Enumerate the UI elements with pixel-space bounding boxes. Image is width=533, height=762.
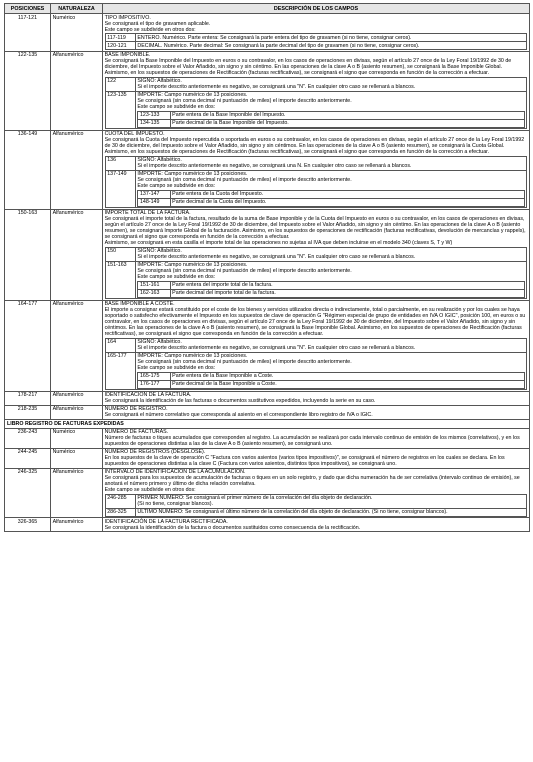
field-type: Numérico (51, 14, 103, 52)
subfield-description (135, 91, 527, 129)
field-type: Alfanumérico (51, 405, 103, 419)
field-title: CUOTA DEL IMPUESTO. (104, 131, 165, 137)
subfield-description (135, 170, 527, 208)
subfield-text: IMPORTE: Campo numérico de 13 posiciones. Se consignará (sin coma decimal ni puntuación de miles) el importe descrito anteriormente. Este campo se subdivide en dos: (137, 171, 352, 189)
subfield-description (135, 352, 527, 390)
header-descripcion: DESCRIPCIÓN DE LOS CAMPOS (103, 4, 530, 14)
field-description (103, 300, 530, 391)
field-text: Número de facturas o tiques acumulados que corresponden al registro. La acumulación se realizará por cada intervalo continuo de emisión de los mismos (correlativos), y en los supuestos de operaciones distintas a las de la clave A o B (asiento resumen), se consignará uno. (104, 435, 520, 447)
field-description (103, 448, 530, 468)
field-description (103, 51, 530, 130)
field-description (103, 130, 530, 209)
subfield-text: SIGNO: Alfabético. Si el importe descrito anteriormente es negativo, se consignará una "N". En cualquier otro caso se rellenará a blancos. (137, 78, 416, 90)
table-row (5, 300, 530, 391)
table-row (5, 518, 530, 532)
field-type: Alfanumérico (51, 209, 103, 300)
sub-subfield-row (138, 372, 524, 380)
field-type: Alfanumérico (51, 518, 103, 532)
subfield-text: IMPORTE: Campo numérico de 13 posiciones. Se consignará (sin coma decimal ni puntuación de miles) el importe descrito anteriormente. Este campo se subdivide en dos: (137, 262, 352, 280)
subfield-row (105, 77, 527, 91)
subfield-position: 123-135 (105, 91, 135, 129)
subfield-table (105, 247, 528, 300)
subfield-description (135, 508, 527, 516)
field-text: Se consignará la Base Imponible del Impuesto en euros o su contravalor, en los casos de operaciones en divisas, según el artículo 27 once de la Ley Foral 19/1992 de 30 de diciembre, del Impuesto sobre el Valor Añadido, sin signo y sin céntimo. En las operaciones de la clave A o B (asiento resumen), se consignará la Base Imponible Global. Asimismo, en los supuestos de operaciones de Rectificación (facturas rectificativas), se consignará el signo que corresponda en función de la corrección a efectuar. (104, 58, 512, 76)
field-position: 136-149 (5, 130, 51, 209)
field-title: IDENTIFICACIÓN DE LA FACTURA RECTIFICADA. (104, 518, 228, 525)
sub-subfield-position: 162-163 (138, 289, 170, 297)
field-position: 218-235 (5, 405, 51, 419)
subfield-row (105, 508, 527, 516)
sub-subfield-text: Parte entera del importe total de la factura. (170, 281, 524, 289)
field-title: BASE IMPONIBLE. (104, 52, 151, 58)
table-body (5, 14, 530, 420)
subfield-position: 137-149 (105, 170, 135, 208)
table-body-2 (5, 428, 530, 532)
field-description (103, 518, 530, 532)
field-title: INTERVALO DE IDENTIFICACIÓN DE LA ACUMULACIÓN. (104, 469, 246, 475)
subfield-text: ÚLTIMO NÚMERO: Se consignará el último número de la correlación del día objeto de declaración. (Si no tiene, consignar blancos). (137, 509, 448, 515)
subfield-description (135, 77, 527, 91)
subfield-position: 150 (105, 247, 135, 261)
sub-subfield-position: 137-147 (138, 190, 170, 198)
subfield-description (135, 494, 527, 508)
subfield-position: 136 (105, 156, 135, 170)
sub-subfield-position: 123-133 (138, 111, 170, 119)
field-type: Alfanumérico (51, 130, 103, 209)
sub-subfield-text: Parte decimal de la Cuota del Impuesto. (170, 198, 524, 206)
field-text: Se consignará la Cuota del Impuesto repercutida o soportada en euros o su contravalor, en los casos de operaciones en divisas, según el artículo 27 once de la Ley Foral 19/1992 de 30 de diciembre, del Impuesto sobre el Valor Añadido, sin signo y sin céntimos. En las operaciones de la clave A o B (asiento resumen), se consignará la Cuota Global. Asimismo, en los supuestos de operaciones de Rectificación (facturas rectificativas), se consignará el signo que corresponda en función de la corrección a efectuar. (104, 137, 525, 155)
sub-subfield-row (138, 198, 524, 206)
fields-table (4, 3, 530, 532)
subfield-row (105, 338, 527, 352)
sub-subfield-table (137, 190, 524, 207)
sub-subfield-row (138, 119, 524, 127)
field-text: Se consignará para los supuestos de acumulación de facturas o tiques en un solo registro, y dado que dicha numeración ha de ser correlativa (intervalo continuo de emisión), se anotará el número primero y último de dicha relación correlativa. Este campo se subdivide en otros dos: (104, 475, 520, 493)
subfield-position: 286-325 (105, 508, 135, 516)
table-row (5, 51, 530, 130)
field-type: Alfanumérico (51, 300, 103, 391)
sub-subfield-table (137, 111, 524, 128)
field-description (103, 391, 530, 405)
subfield-text: IMPORTE: Campo numérico de 13 posiciones. Se consignará (sin coma decimal ni puntuación de miles) el importe descrito anteriormente. Este campo se subdivide en dos: (137, 92, 352, 110)
field-description (103, 14, 530, 52)
sub-subfield-position: 134-135 (138, 119, 170, 127)
sub-subfield-position: 165-175 (138, 372, 170, 380)
sub-subfield-row (138, 190, 524, 198)
subfield-position: 165-177 (105, 352, 135, 390)
sub-subfield-position: 176-177 (138, 380, 170, 388)
subfield-table (105, 77, 528, 130)
subfield-description (135, 261, 527, 299)
field-text: Se consignará el importe total de la factura, resultado de la suma de Base imponible y de la Cuota del Impuesto en euros o su contravalor, en los casos de operaciones en divisas, según el artículo 27 once de la Ley Foral 19/1992 de 30 de diciembre, del Impuesto sobre el Valor Añadido, sin signo y sin céntimo. En las operaciones de la clave A o B (asiento resumen), se consignará Importe Global de la facturación. Asimismo, en los supuestos de operaciones de rectificación (facturas rectificativas, devolución de mercancías y rappels), se consignará el signo que corresponda en función de la corrección a efectuar. Asimismo, se consignará en esta casilla el importe total de las operaciones no sujetas al IVA que deben incluirse en el modelo 340 (claves S, T y W) (104, 216, 526, 246)
subfield-row (105, 247, 527, 261)
field-position: 326-365 (5, 518, 51, 532)
field-type: Numérico (51, 448, 103, 468)
subfield-text: ENTERO. Numérico. Parte entera: Se consignará la parte entera del tipo de gravamen (si no tiene, consignar ceros). (137, 34, 412, 41)
table-row (5, 468, 530, 518)
subfield-description (135, 247, 527, 261)
subfield-position: 122 (105, 77, 135, 91)
field-text: Se consignará la identificación de las facturas o documentos sustitutivos expedidos, incluyendo la serie en su caso. (104, 398, 376, 404)
subfield-row (105, 42, 527, 50)
field-title: NÚMERO DE REGISTROS (DESGLOSE). (104, 449, 206, 455)
field-text: Se consignará el número correlativo que corresponda al asiento en el correspondiente libro registro de IVA o IGIC. (104, 412, 373, 418)
field-title: NÚMERO DE FACTURAS. (104, 429, 169, 435)
table-header-row (5, 4, 530, 14)
subfield-text: IMPORTE: Campo numérico de 13 posiciones. Se consignará (sin coma decimal ni puntuación de miles) el importe descrito anteriormente. Este campo se subdivide en dos: (137, 353, 352, 371)
field-text: El importe a consignar estará constituido por el coste de los bienes y servicios utilizados directa o indirectamente, total o parcialmente, en su realización y por los cuales se haya soportado o satisfecho efectivamente el Impuesto en los supuestos de clave de operación G "Régimen especial de grupo de entidades en IVA O IGIC", posición 100, en euros o su contravalor, en los casos de operaciones en divisas, según el artículo 27 once de la Ley Foral 19/1992 de 30 de diciembre, del Impuesto sobre el Valor Añadido, sin signo y sin céntimos. En las operaciones de la clave A o B (asiento resumen), se consignará la Base Imponible Global. Asimismo, en los supuestos de operaciones de Rectificación (facturas rectificativas), se consignará el signo que corresponda en función de la corrección a efectuar. (104, 307, 526, 337)
section-body (5, 419, 530, 428)
subfield-text: SIGNO: Alfabético. Si el importe descrito anteriormente es negativo, se consignará una "N". En cualquier otro caso se rellenará a blancos. (137, 339, 416, 351)
field-position: 150-163 (5, 209, 51, 300)
field-type: Alfanumérico (51, 391, 103, 405)
table-row (5, 130, 530, 209)
sub-subfield-table (137, 372, 524, 389)
field-title: IMPORTE TOTAL DE LA FACTURA. (104, 210, 191, 216)
field-text: Se consignará la identificación de la factura o documentos sustituidos como consecuencia de la rectificación. (104, 524, 361, 531)
field-description (103, 468, 530, 518)
section-title: LIBRO REGISTRO DE FACTURAS EXPEDIDAS (5, 419, 530, 428)
subfield-table (105, 494, 528, 517)
sub-subfield-table (137, 281, 524, 298)
subfield-row (105, 494, 527, 508)
field-position: 236-243 (5, 428, 51, 448)
subfield-description (135, 42, 527, 50)
subfield-text: SIGNO: Alfabético. Si el importe descrito anteriormente es negativo, se consignará una "N". En cualquier otro caso se rellenará a blancos. (137, 248, 416, 260)
subfield-row (105, 91, 527, 129)
sub-subfield-row (138, 289, 524, 297)
field-type: Alfanumérico (51, 51, 103, 130)
field-title: TIPO IMPOSITIVO. (104, 14, 151, 21)
subfield-row (105, 170, 527, 208)
subfield-description (135, 338, 527, 352)
field-text: Se consignará el tipo de gravamen aplicable. Este campo se subdivide en otros dos: (104, 20, 211, 33)
sub-subfield-position: 151-161 (138, 281, 170, 289)
field-position: 244-245 (5, 448, 51, 468)
field-description (103, 428, 530, 448)
subfield-text: DECIMAL. Numérico. Parte decimal: Se consignará la parte decimal del tipo de gravamen (si no tiene, consignar ceros). (137, 42, 420, 49)
field-position: 117-121 (5, 14, 51, 52)
subfield-description (135, 34, 527, 42)
field-title: BASE IMPONIBLE A COSTE. (104, 301, 175, 307)
sub-subfield-text: Parte entera de la Base Imponible a Coste. (170, 372, 524, 380)
field-position: 122-135 (5, 51, 51, 130)
sub-subfield-position: 148-149 (138, 198, 170, 206)
sub-subfield-row (138, 111, 524, 119)
subfield-description (135, 156, 527, 170)
field-position: 178-217 (5, 391, 51, 405)
sub-subfield-row (138, 281, 524, 289)
table-row (5, 391, 530, 405)
subfield-row (105, 156, 527, 170)
sub-subfield-text: Parte entera de la Cuota del Impuesto. (170, 190, 524, 198)
table-row (5, 14, 530, 52)
header-naturaleza: NATURALEZA (51, 4, 103, 14)
field-position: 246-325 (5, 468, 51, 518)
sub-subfield-row (138, 380, 524, 388)
sub-subfield-text: Parte decimal de la Base Imponible del Impuesto. (170, 119, 524, 127)
subfield-position: 120-121 (105, 42, 135, 50)
table-row (5, 405, 530, 419)
sub-subfield-text: Parte entera de la Base Imponible del Impuesto. (170, 111, 524, 119)
field-text: En los supuestos de la clave de operación C "Factura con varios asientos (varios tipos impositivos)", se consignará el número de registros en los cuales se declara. En los supuestos de operaciones distintas a la clave C (Factura con varios asientos, distintos tipos impositivos), se consignará uno. (104, 455, 505, 467)
subfield-position: 151-163 (105, 261, 135, 299)
field-description (103, 405, 530, 419)
subfield-row (105, 34, 527, 42)
sub-subfield-text: Parte decimal del importe total de la factura. (170, 289, 524, 297)
field-position: 164-177 (5, 300, 51, 391)
subfield-table (105, 156, 528, 209)
subfield-row (105, 261, 527, 299)
subfield-position: 246-285 (105, 494, 135, 508)
subfield-table (105, 33, 528, 50)
section-row (5, 419, 530, 428)
table-row (5, 428, 530, 448)
sub-subfield-text: Parte decimal de la Base Imponible a Coste. (170, 380, 524, 388)
header-posiciones: POSICIONES (5, 4, 51, 14)
field-type: Alfanumérico (51, 468, 103, 518)
field-type: Numérico (51, 428, 103, 448)
field-title: NÚMERO DE REGISTRO. (104, 406, 168, 412)
table-row (5, 209, 530, 300)
subfield-table (105, 338, 528, 391)
field-description (103, 209, 530, 300)
subfield-row (105, 352, 527, 390)
field-title: IDENTIFICACIÓN DE LA FACTURA. (104, 392, 192, 398)
table-row (5, 448, 530, 468)
subfield-position: 164 (105, 338, 135, 352)
subfield-text: SIGNO: Alfabético. Si el importe descrito anteriormente es negativo, se consignará una N. En cualquier otro caso se rellenará a blancos. (137, 157, 412, 169)
subfield-text: PRIMER NÚMERO: Se consignará el primer número de la correlación del día objeto de declaración. (Si no tiene, consignar blancos). (137, 495, 373, 507)
subfield-position: 117-119 (105, 34, 135, 42)
